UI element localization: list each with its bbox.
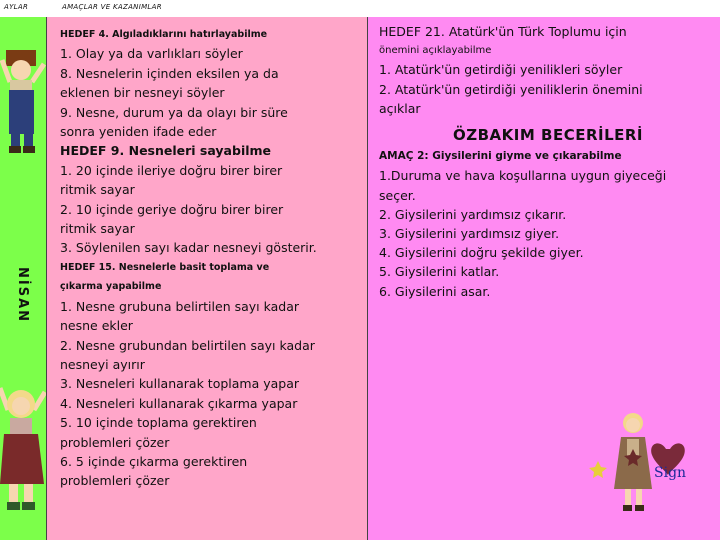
aim2-item-3: 3. Giysilerini yardımsız giyer. [379,226,560,242]
goal21-title-line2: önemini açıklayabilme [379,45,492,57]
goal21-item-2: 2. Atatürk'ün getirdiği yeniliklerin önemini [379,81,643,97]
section-title: ÖZBAKIM BECERİLERİ [452,126,644,145]
goal21-item-2-cont: açıklar [379,100,421,116]
middle-goals-text [60,25,360,491]
middle-goal-line: HEDEF 9. Nesneleri sayabilme [60,143,272,159]
aim2-item-1: 1.Duruma ve hava koşullarına uygun giyeceği [379,168,667,184]
middle-goal-line: 5. 10 içinde toplama gerektiren [60,415,257,431]
middle-goal-line: problemleri çözer [60,434,170,450]
aim2-item-5: 5. Giysilerini katlar. [379,264,500,280]
girl-doll-illustration [0,384,46,534]
middle-goal-line: HEDEF 15. Nesnelerle basit toplama ve [60,261,270,273]
goal21-item-1: 1. Atatürk'ün getirdiği yenilikleri söyler [379,62,623,78]
signature-text: Sign [654,465,687,481]
middle-goal-line: nesneyi ayırır [60,356,145,372]
aim2-item-6: 6. Giysilerini asar. [379,283,491,299]
aim2-title: AMAÇ 2: Giysilerini giyme ve çıkarabilme [379,150,622,163]
middle-goal-line: çıkarma yapabilme [60,281,162,293]
goals-column-middle [47,17,368,540]
middle-goal-line: 3. Nesneleri kullanarak toplama yapar [60,376,300,392]
middle-goal-line: 6. 5 içinde çıkarma gerektiren [60,453,248,469]
aim2-item-2: 2. Giysilerini yardımsız çıkarır. [379,206,567,222]
doll-with-heart-illustration [588,409,688,519]
middle-goal-line: ritmik sayar [60,182,135,198]
middle-goal-line: nesne ekler [60,318,133,334]
goal21-title-line1: HEDEF 21. Atatürk'ün Türk Toplumu için [379,24,627,39]
middle-goal-line: 1. Nesne grubuna belirtilen sayı kadar [60,298,300,314]
middle-goal-line: problemleri çözer [60,473,170,489]
table-header [0,0,720,18]
header-goals: AMAÇLAR VE KAZANIMLAR [62,3,162,11]
middle-goal-line: 4. Nesneleri kullanarak çıkarma yapar [60,395,298,411]
middle-goal-line: HEDEF 4. Algıladıklarını hatırlayabilme [60,29,268,40]
header-months: AYLAR [4,3,29,11]
middle-goal-line: 2. Nesne grubundan belirtilen sayı kadar [60,337,315,353]
goals-column-right [368,17,720,540]
middle-goal-line: sonra yeniden ifade eder [60,124,217,140]
middle-goal-line: eklenen bir nesneyi söyler [60,85,225,101]
middle-goal-line: ritmik sayar [60,221,135,237]
aim2-item-1-cont: seçer. [379,187,416,203]
middle-goal-line: 1. 20 içinde ileriye doğru birer birer [60,162,283,178]
middle-goal-line: 8. Nesnelerin içinden eksilen ya da [60,65,279,81]
middle-goal-line: 3. Söylenilen sayı kadar nesneyi gösterir. [60,240,317,256]
aim2-item-4: 4. Giysilerini doğru şekilde giyer. [379,245,584,261]
month-column [0,17,47,540]
month-label: NİSAN [15,267,30,324]
middle-goal-line: 9. Nesne, durum ya da olayı bir süre [60,104,288,120]
boy-doll-illustration [0,50,46,155]
middle-goal-line: 2. 10 içinde geriye doğru birer birer [60,201,284,217]
right-goals-text [379,22,717,301]
middle-goal-line: 1. Olay ya da varlıkları söyler [60,46,243,62]
